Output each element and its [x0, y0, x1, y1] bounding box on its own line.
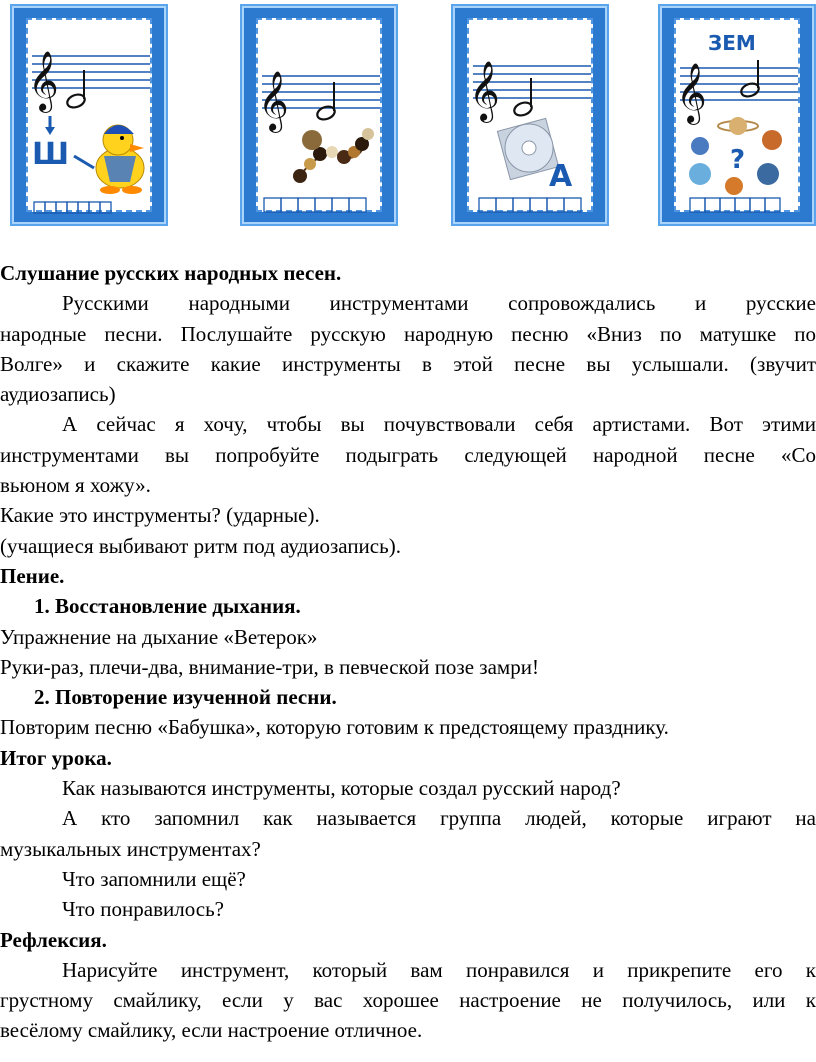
svg-text:?: ? [730, 145, 746, 175]
paragraph-line: грустному смайлику, если у вас хорошее настроение не получилось, или к [0, 988, 816, 1013]
paragraph-line: А сейчас я хочу, чтобы вы почувствовали себя артистами. Вот этими [62, 412, 816, 437]
section-heading-listening: Слушание русских народных песен. [0, 261, 342, 285]
paragraph-line: Повторим песню «Бабушка», которую готовим к предстоящему празднику. [0, 715, 669, 740]
paragraph-line: вьюном я хожу». [0, 473, 151, 498]
planets-icon [689, 117, 782, 195]
paragraph-line: Что понравилось? [62, 897, 224, 922]
puzzle-card [10, 4, 168, 226]
paragraph-line: Русскими народными инструментами сопровождались и русские [62, 291, 816, 316]
paragraph-line: Нарисуйте инструмент, который вам понравился и прикрепите его к [62, 957, 816, 982]
section-heading-reflection: Рефлексия. [0, 927, 107, 952]
card-illustration [453, 6, 611, 228]
beads-icon [293, 128, 374, 183]
treble-clef-icon: 𝄞 [469, 61, 500, 121]
paragraph-line: весёлому смайлику, если настроение отличное. [0, 1018, 423, 1043]
paragraph-line: инструментами вы попробуйте подыграть следующей народной песне «Со [0, 442, 816, 467]
card-illustration [242, 6, 400, 228]
puzzle-card [658, 4, 816, 226]
paragraph-line: А кто запомнил как называется группа людей, которые играют на [62, 806, 816, 831]
numbered-item-heading: 1. Восстановление дыхания. [34, 594, 301, 619]
treble-clef-icon: 𝄞 [28, 51, 59, 111]
paragraph-line: Упражнение на дыхание «Ветерок» [0, 624, 318, 649]
paragraph-line: Волге» и скажите какие инструменты в этой песне вы услышали. (звучит [0, 351, 816, 376]
puzzle-cards-row [0, 0, 816, 240]
paragraph-line: Что запомнили ещё? [62, 866, 246, 891]
paragraph-line: Как называются инструменты, которые создал русский народ? [62, 776, 621, 801]
paragraph-line: музыкальных инструментах? [0, 836, 261, 861]
lesson-text [0, 258, 816, 1046]
numbered-item-heading: 2. Повторение изученной песни. [34, 685, 337, 710]
card-syllable: Ш [32, 137, 70, 172]
puzzle-card [451, 4, 609, 226]
puzzle-card [240, 4, 398, 226]
treble-clef-icon: 𝄞 [258, 71, 289, 131]
paragraph-line: Руки-раз, плечи-два, внимание-три, в певческой позе замри! [0, 654, 539, 679]
card-illustration [12, 6, 170, 228]
card-syllable: А [549, 159, 573, 194]
paragraph-line: (учащиеся выбивают ритм под аудиозапись). [0, 533, 401, 558]
card-illustration [660, 6, 816, 228]
paragraph-line: Какие это инструменты? (ударные). [0, 503, 320, 528]
treble-clef-icon: 𝄞 [676, 63, 707, 123]
card-syllable: ЗЕМ [708, 31, 756, 55]
section-heading-singing: Пение. [0, 563, 65, 588]
duck-icon [96, 125, 144, 194]
paragraph-line: народные песни. Послушайте русскую народную песню «Вниз по матушке по [0, 321, 816, 346]
paragraph-line: аудиозапись) [0, 382, 116, 407]
section-heading-summary: Итог урока. [0, 745, 112, 770]
